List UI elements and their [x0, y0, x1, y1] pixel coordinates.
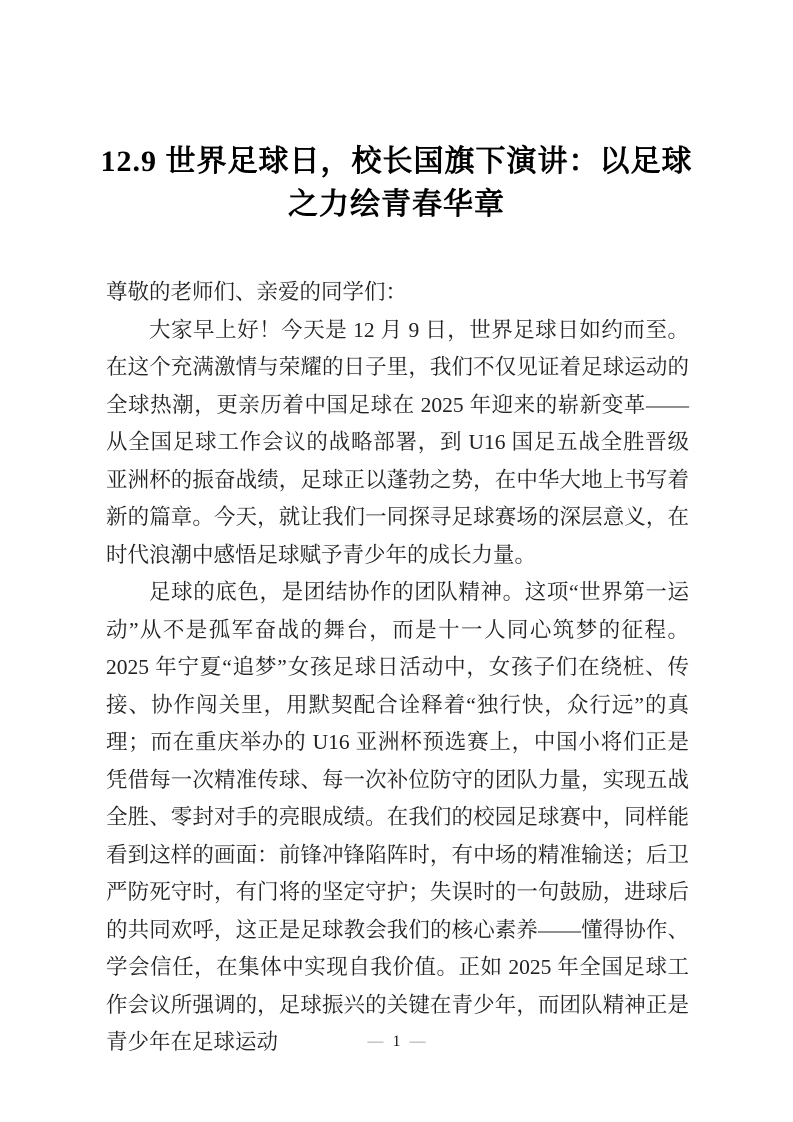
page-footer: [0, 1030, 793, 1054]
page-number: 1: [392, 1033, 401, 1050]
footer-dash-left: —: [367, 1033, 384, 1050]
salutation-paragraph: 尊敬的老师们、亲爱的同学们：: [106, 280, 408, 304]
footer-dash-right: —: [409, 1033, 426, 1050]
document-title: 12.9 世界足球日，校长国旗下演讲：以足球之力绘青春华章: [100, 145, 693, 221]
body-paragraph-1: 大家早上好！今天是 12 月 9 日，世界足球日如约而至。在这个充满激情与荣耀的日子里，我们不仅见证着足球运动的全球热潮，更亲历着中国足球在 2025 年迎来的崭新变革——从全国足球工作会议的战略部署，到 U16 国足五战全胜晋级亚洲杯的振奋战绩，足球正以蓬勃之势，在中华大地上书写着新的篇章。今天，就让我们一同探寻足球赛场的深层意义，在时代浪潮中感悟足球赋予青少年的成长力量。: [106, 317, 689, 567]
document-body: [106, 274, 689, 1062]
body-paragraph-2: 足球的底色，是团结协作的团队精神。这项“世界第一运动”从不是孤军奋战的舞台，而是十一人同心筑梦的征程。2025 年宁夏“追梦”女孩足球日活动中，女孩子们在绕桩、传接、协作闯关里，用默契配合诠释着“独行快，众行远”的真理；而在重庆举办的 U16 亚洲杯预选赛上，中国小将们正是凭借每一次精准传球、每一次补位防守的团队力量，实现五战全胜、零封对手的亮眼成绩。在我们的校园足球赛中，同样能看到这样的画面：前锋冲锋陷阵时，有中场的精准输送；后卫严防死守时，有门将的坚定守护；失误时的一句鼓励，进球后的共同欢呼，这正是足球教会我们的核心素养——懂得协作、学会信任，在集体中实现自我价值。正如 2025 年全国足球工作会议所强调的，足球振兴的关键在青少年，而团队精神正是青少年在足球运动: [106, 580, 689, 1054]
